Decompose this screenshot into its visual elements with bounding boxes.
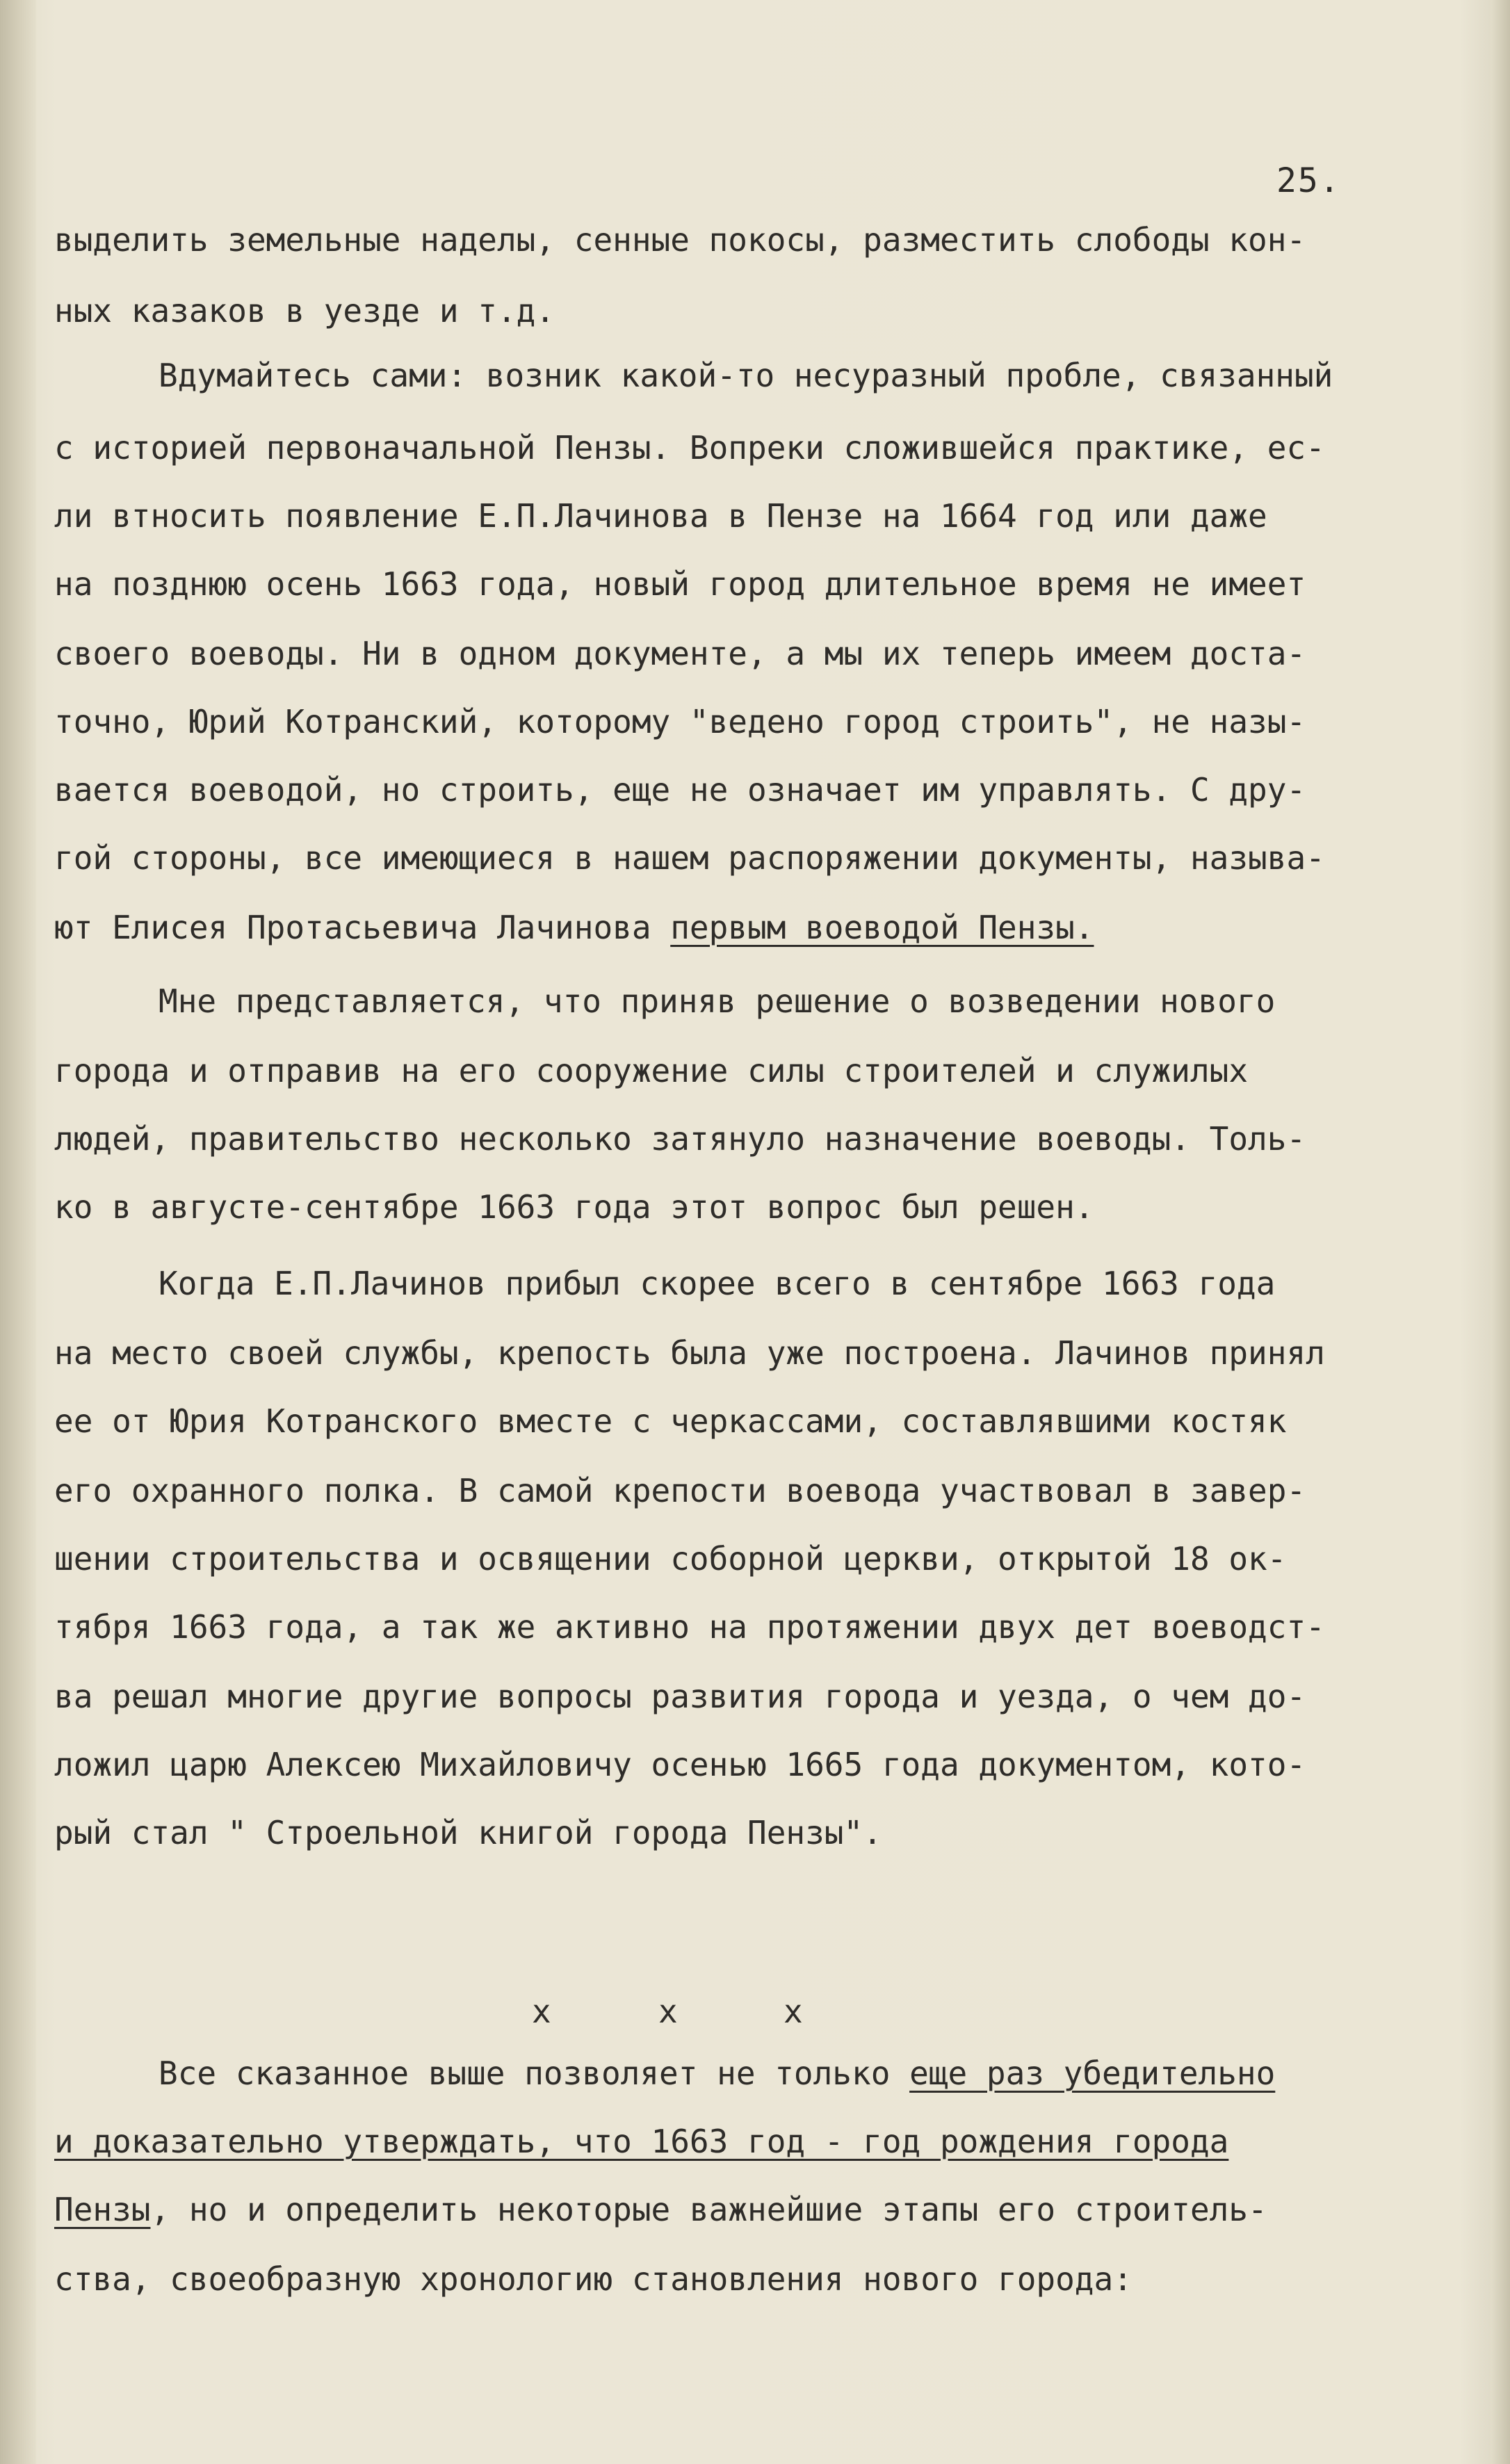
text-line [159, 351, 1333, 400]
text-run: ли втносить появление Е.П.Лачинова в Пензе на 1664 год или даже [54, 497, 1267, 535]
underlined-phrase: Пензы [54, 2191, 151, 2228]
text-run: ее от Юрия Котранского вместе с черкассами, составлявшими костяк [54, 1402, 1287, 1440]
text-run: гой стороны, все имеющиеся в нашем распоряжении документы, называ- [54, 839, 1325, 877]
text-line [54, 1534, 1286, 1583]
text-run: своего воеводы. Ни в одном документе, а мы их теперь имеем доста- [54, 635, 1306, 672]
text-line [54, 216, 1306, 264]
separator-mark: x [658, 1993, 678, 2030]
text-run: ва решал многие другие вопросы развития города и уезда, о чем до- [54, 1678, 1306, 1715]
page-number: 25. [1276, 161, 1341, 200]
text-line [54, 903, 1094, 952]
text-line [54, 1672, 1306, 1721]
text-run: города и отправив на его сооружение силы строителей и служилых [54, 1052, 1249, 1089]
text-line [54, 1115, 1306, 1163]
text-line [54, 2117, 1228, 2166]
text-line [54, 492, 1267, 540]
separator-mark: x [532, 1993, 551, 2030]
text-line [54, 1603, 1325, 1651]
text-run: Когда Е.П.Лачинов прибыл скорее всего в сентябре 1663 года [159, 1265, 1276, 1302]
text-line [54, 629, 1306, 678]
text-run: на место своей службы, крепость была уже построена. Лачинов принял [54, 1334, 1325, 1372]
text-line [54, 834, 1325, 882]
text-line [54, 697, 1306, 746]
text-line [54, 2255, 1132, 2303]
text-run: Мне представляется, что приняв решение о возведении нового [159, 982, 1276, 1020]
separator-mark: x [784, 1993, 803, 2030]
underlined-phrase: первым воеводой Пензы. [670, 909, 1094, 946]
text-run: ложил царю Алексею Михайловичу осенью 1665 года документом, кото- [54, 1746, 1306, 1783]
text-run: выделить земельные наделы, сенные покосы, разместить слободы кон- [54, 221, 1306, 259]
text-line [54, 1466, 1306, 1515]
text-run: с историей первоначальной Пензы. Вопреки сложившейся практике, ес- [54, 429, 1325, 467]
text-run: на позднюю осень 1663 года, новый город длительное время не имеет [54, 565, 1306, 603]
text-line [159, 977, 1275, 1026]
text-run: ко в августе-сентябре 1663 года этот вопрос был решен. [54, 1188, 1094, 1226]
text-run: точно, Юрий Котранский, которому "ведено город строить", не назы- [54, 703, 1306, 740]
text-line [54, 1740, 1306, 1789]
text-run: , но и определить некоторые важнейшие этапы его строитель- [150, 2191, 1267, 2228]
text-run: шении строительства и освящении соборной церкви, открытой 18 ок- [54, 1540, 1287, 1578]
text-line [54, 1046, 1248, 1095]
text-run: Все сказанное выше позволяет не только [159, 2054, 910, 2092]
text-line [54, 765, 1306, 814]
text-run: ных казаков в уезде и т.д. [54, 292, 555, 330]
text-line [54, 1808, 882, 1857]
text-run: вается воеводой, но строить, еще не означает им управлять. С дру- [54, 771, 1306, 809]
text-run: ства, своеобразную хронологию становления нового города: [54, 2260, 1132, 2298]
text-run: ют Елисея Протасьевича Лачинова [54, 909, 671, 946]
text-line [54, 560, 1306, 608]
text-line [54, 1329, 1325, 1377]
text-line [54, 423, 1325, 472]
text-run: людей, правительство несколько затянуло назначение воеводы. Толь- [54, 1120, 1306, 1158]
text-line [54, 286, 555, 335]
text-line [54, 1183, 1094, 1231]
page-right-edge [1491, 0, 1510, 2464]
text-line [54, 2185, 1267, 2234]
text-line [54, 1397, 1286, 1445]
text-run: рый стал " Строельной книгой города Пензы". [54, 1814, 882, 1851]
binding-edge [0, 0, 36, 2464]
underlined-phrase: и доказательно утверждать, что 1663 год - год рождения города [54, 2123, 1229, 2160]
text-line [159, 1259, 1275, 1308]
text-line [159, 2049, 1275, 2098]
underlined-phrase: еще раз убедительно [909, 2054, 1276, 2092]
text-run: его охранного полка. В самой крепости воевода участвовал в завер- [54, 1472, 1306, 1509]
text-run: тября 1663 года, а так же активно на протяжении двух дет воеводст- [54, 1608, 1325, 1646]
text-run: Вдумайтесь сами: возник какой-то несуразный пробле, связанный [159, 357, 1333, 394]
